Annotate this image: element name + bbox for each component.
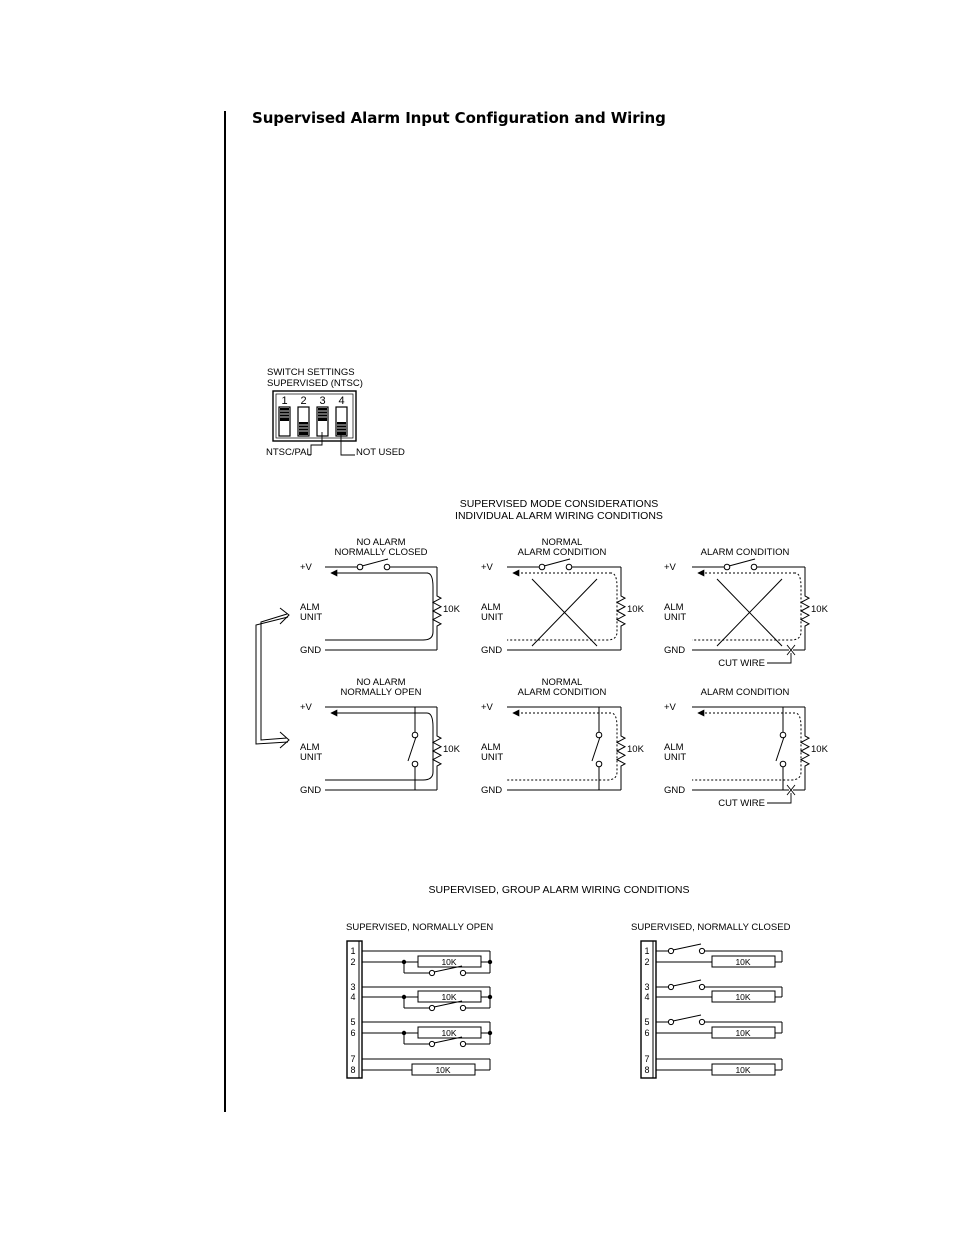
- dip-switch-knob-3: [318, 408, 327, 421]
- panel-caption-line2: ALARM CONDITION: [517, 547, 607, 558]
- current-path: [325, 713, 433, 780]
- switch-blade: [729, 559, 755, 566]
- panel-nc-alarm: [664, 547, 829, 669]
- terminal-number-4: 4: [350, 992, 356, 1002]
- resistor-symbol: [433, 592, 441, 630]
- terminal-gnd: GND: [300, 785, 322, 796]
- resistor-symbol: [617, 732, 625, 770]
- terminal-number-3: 3: [350, 982, 356, 992]
- individual-title-line1: SUPERVISED MODE CONSIDERATIONS: [459, 498, 659, 510]
- terminal-number-6: 6: [644, 1028, 650, 1038]
- switch-contact: [539, 564, 545, 570]
- page-heading: Supervised Alarm Input Configuration and Wiring: [252, 109, 666, 127]
- switch-blade: [673, 980, 701, 986]
- terminal-plus-v: +V: [300, 702, 312, 713]
- terminal-plus-v: +V: [481, 562, 493, 573]
- terminal-unit: UNIT: [300, 612, 323, 623]
- dip-switch-knob-4: [337, 422, 346, 435]
- panel-caption-line2: NORMALLY OPEN: [340, 687, 422, 698]
- switch-contact: [566, 564, 572, 570]
- switch-contact: [751, 564, 757, 570]
- junction-dot: [488, 1031, 492, 1035]
- panel-caption-line1: NORMAL: [541, 537, 583, 548]
- group-right-title: SUPERVISED, NORMALLY CLOSED: [631, 922, 791, 933]
- group-title: SUPERVISED, GROUP ALARM WIRING CONDITIONS: [428, 884, 690, 896]
- not-used-label: NOT USED: [356, 447, 405, 458]
- panel-caption-line1: NO ALARM: [356, 677, 406, 688]
- resistor-symbol: [801, 732, 809, 770]
- switch-contact: [699, 948, 704, 953]
- current-path: [507, 713, 617, 780]
- group-normally-open-diagram: [347, 941, 492, 1078]
- panel-caption-line1: NORMAL: [541, 677, 583, 688]
- switch-contact: [429, 970, 434, 975]
- switch-blade: [776, 737, 784, 761]
- terminal-gnd: GND: [664, 645, 686, 656]
- dip-switch-diagram: [266, 367, 405, 458]
- dip-switch-group: [279, 407, 347, 436]
- ntsc-pal-label: NTSC/PAL: [266, 447, 312, 458]
- switch-contact: [429, 1005, 434, 1010]
- switch-contact: [724, 564, 730, 570]
- terminal-number-7: 7: [350, 1054, 356, 1064]
- current-path: [325, 573, 433, 640]
- switch-contact: [699, 984, 704, 989]
- switch-contact: [460, 1005, 465, 1010]
- switch-contact: [460, 1041, 465, 1046]
- row-link-bracket: [256, 608, 289, 748]
- switch-blade: [673, 944, 701, 950]
- terminal-unit: UNIT: [481, 752, 504, 763]
- panel-caption-line1: NO ALARM: [356, 537, 406, 548]
- terminal-plus-v: +V: [664, 702, 676, 713]
- terminal-alm: ALM: [300, 602, 320, 613]
- group-resistor-label: 10K: [441, 1028, 457, 1038]
- cut-wire-label: CUT WIRE: [718, 658, 765, 669]
- switch-blade: [592, 737, 600, 761]
- terminal-alm: ALM: [481, 742, 501, 753]
- dip-title-line1: SWITCH SETTINGS: [267, 367, 355, 378]
- panel-caption-line2: ALARM CONDITION: [700, 687, 790, 698]
- terminal-number-1: 1: [644, 946, 650, 956]
- resistor-symbol: [801, 592, 809, 630]
- resistor-symbol: [433, 732, 441, 770]
- terminal-plus-v: +V: [300, 562, 312, 573]
- terminal-unit: UNIT: [300, 752, 323, 763]
- group-resistor-label: 10K: [735, 957, 751, 967]
- junction-dot: [488, 960, 492, 964]
- panel-caption-line2: ALARM CONDITION: [517, 687, 607, 698]
- group-resistor-label: 10K: [735, 1028, 751, 1038]
- switch-contact: [668, 1019, 673, 1024]
- current-path: [692, 713, 801, 780]
- cut-wire-label: CUT WIRE: [718, 798, 765, 809]
- terminal-alm: ALM: [300, 742, 320, 753]
- terminal-plus-v: +V: [481, 702, 493, 713]
- switch-contact: [780, 732, 786, 738]
- terminal-unit: UNIT: [664, 612, 687, 623]
- terminal-number-6: 6: [350, 1028, 356, 1038]
- resistor-label: 10K: [443, 744, 460, 755]
- switch-contact: [780, 761, 786, 767]
- panel-no-noalarm: [300, 677, 461, 796]
- panel-caption-line2: ALARM CONDITION: [700, 547, 790, 558]
- resistor-label: 10K: [811, 604, 828, 615]
- terminal-gnd: GND: [481, 645, 503, 656]
- group-resistor-label: 10K: [735, 992, 751, 1002]
- switch-contact: [596, 732, 602, 738]
- individual-title-line2: INDIVIDUAL ALARM WIRING CONDITIONS: [455, 510, 663, 522]
- panel-no-alarm: [664, 687, 829, 809]
- terminal-number-4: 4: [644, 992, 650, 1002]
- switch-blade: [362, 559, 388, 566]
- dip-number-3: 3: [319, 395, 326, 407]
- switch-blade: [408, 737, 416, 761]
- group-resistor-label: 10K: [435, 1065, 451, 1075]
- terminal-number-8: 8: [644, 1065, 650, 1075]
- switch-contact: [699, 1019, 704, 1024]
- panel-nc-noalarm: [300, 537, 461, 656]
- switch-blade: [544, 559, 570, 566]
- terminal-alm: ALM: [481, 602, 501, 613]
- dip-number-2: 2: [300, 395, 307, 407]
- switch-contact: [668, 984, 673, 989]
- terminal-number-7: 7: [644, 1054, 650, 1064]
- terminal-number-5: 5: [350, 1017, 356, 1027]
- terminal-number-3: 3: [644, 982, 650, 992]
- terminal-gnd: GND: [300, 645, 322, 656]
- terminal-unit: UNIT: [664, 752, 687, 763]
- switch-contact: [412, 732, 418, 738]
- switch-contact: [596, 761, 602, 767]
- current-path: [692, 573, 801, 640]
- switch-contact: [668, 948, 673, 953]
- terminal-gnd: GND: [481, 785, 503, 796]
- dip-switch-knob-1: [280, 408, 289, 421]
- terminal-number-2: 2: [350, 957, 356, 967]
- resistor-symbol: [617, 592, 625, 630]
- dip-switch-knob-2: [299, 422, 308, 435]
- resistor-label: 10K: [627, 604, 644, 615]
- switch-contact: [384, 564, 390, 570]
- group-resistor-label: 10K: [441, 957, 457, 967]
- dip-number-4: 4: [338, 395, 345, 407]
- terminal-alm: ALM: [664, 742, 684, 753]
- resistor-label: 10K: [627, 744, 644, 755]
- terminal-gnd: GND: [664, 785, 686, 796]
- terminal-number-5: 5: [644, 1017, 650, 1027]
- switch-contact: [357, 564, 363, 570]
- dip-title-line2: SUPERVISED (NTSC): [267, 378, 363, 389]
- panel-no-normal: [481, 677, 645, 796]
- terminal-alm: ALM: [664, 602, 684, 613]
- junction-dot: [488, 995, 492, 999]
- switch-contact: [429, 1041, 434, 1046]
- panel-nc-normal: [481, 537, 645, 656]
- switch-contact: [460, 970, 465, 975]
- terminal-number-2: 2: [644, 957, 650, 967]
- dip-number-1: 1: [281, 395, 288, 407]
- group-normally-closed-diagram: [641, 941, 782, 1078]
- individual-alarm-panels: [300, 537, 829, 809]
- resistor-label: 10K: [443, 604, 460, 615]
- panel-caption-line2: NORMALLY CLOSED: [334, 547, 428, 558]
- terminal-unit: UNIT: [481, 612, 504, 623]
- switch-contact: [412, 761, 418, 767]
- resistor-label: 10K: [811, 744, 828, 755]
- switch-blade: [673, 1015, 701, 1021]
- group-left-title: SUPERVISED, NORMALLY OPEN: [346, 922, 494, 933]
- group-resistor-label: 10K: [735, 1065, 751, 1075]
- terminal-number-1: 1: [350, 946, 356, 956]
- terminal-number-8: 8: [350, 1065, 356, 1075]
- group-resistor-label: 10K: [441, 992, 457, 1002]
- current-path: [507, 573, 617, 640]
- terminal-plus-v: +V: [664, 562, 676, 573]
